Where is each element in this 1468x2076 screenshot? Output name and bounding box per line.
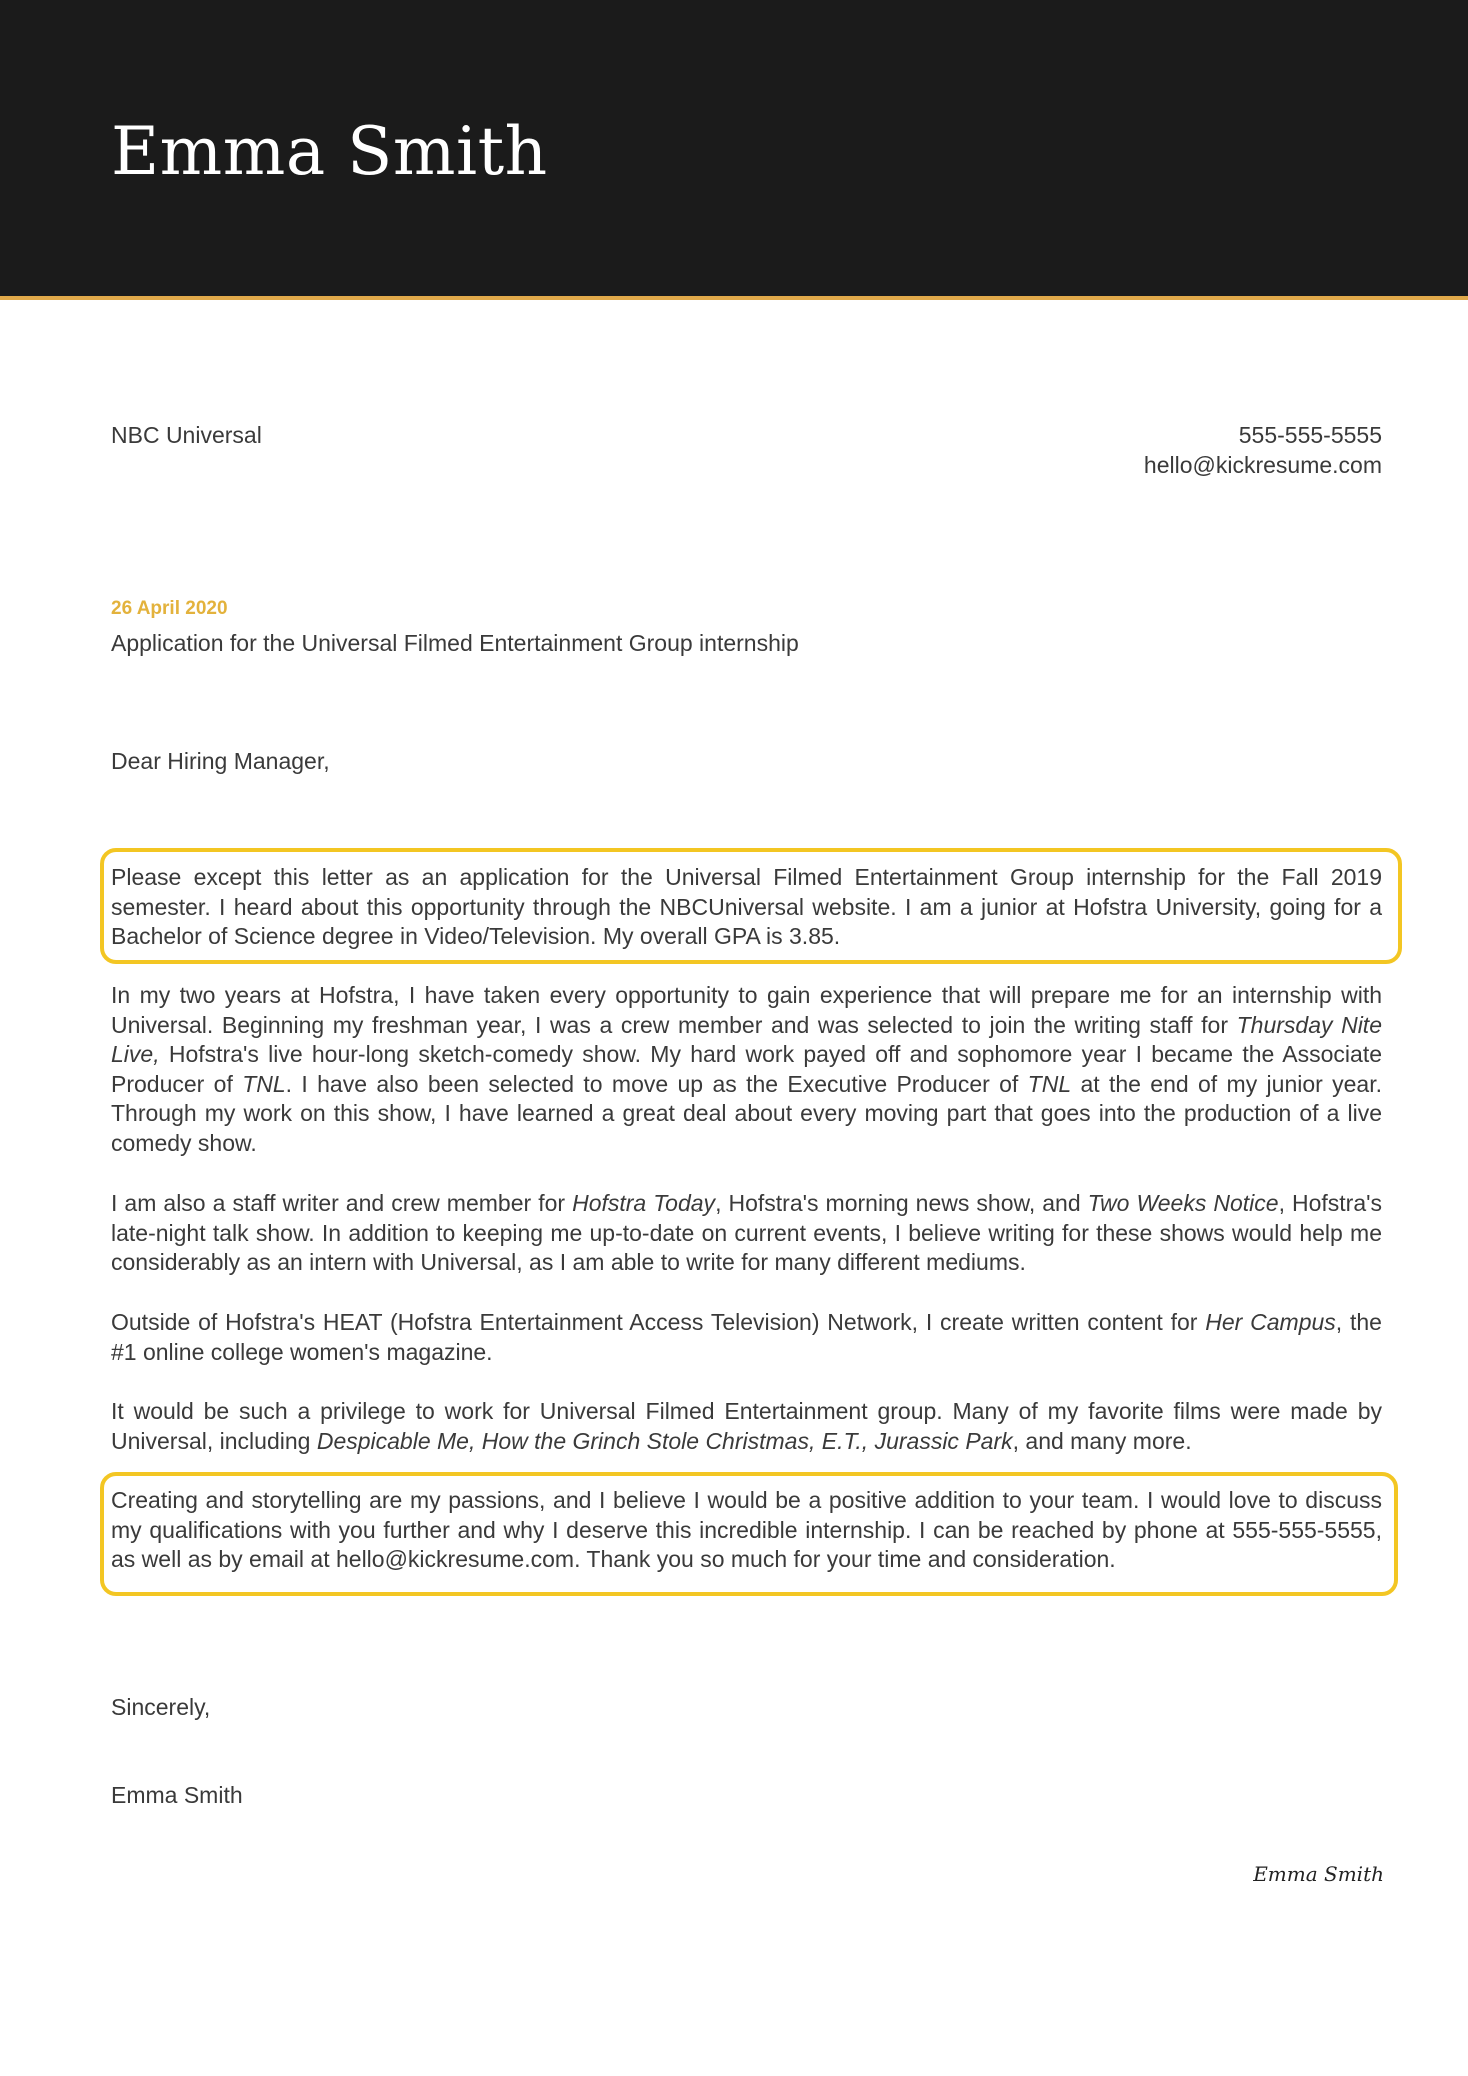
closing-salutation: Sincerely, bbox=[111, 1694, 211, 1720]
paragraph-experience: In my two years at Hofstra, I have taken every opportunity to gain experience that will prepare me for an internship with Universal. Beginning my freshman year, I was a crew member and was selected to join the writing staff for Thursday Nite Live, Hofstra's live hour-long sketch-comedy show. My hard work payed off and sophomore year I became the Associate Producer of TNL. I have also been selected to move up as the Executive Producer of TNL at the end of my junior year. Through my work on this show, I have learned a great deal about every moving part that goes into the production of a live comedy show. bbox=[111, 982, 1383, 1156]
signoff-name: Emma Smith bbox=[111, 1782, 243, 1808]
paragraph-intro: Please except this letter as an application for the Universal Filmed Entertainment Group internship for the Fall 2019 semester. I heard about this opportunity through the NBCUniversal website. I am a junior at Hofstra University, going for a Bachelor of Science degree in Video/Television. My overall GPA is 3.85. bbox=[111, 864, 1382, 950]
letter-date: 26 April 2020 bbox=[111, 598, 228, 619]
greeting: Dear Hiring Manager, bbox=[111, 748, 330, 774]
contact-block bbox=[1144, 420, 1382, 480]
paragraph-staff-writer: I am also a staff writer and crew member for Hofstra Today, Hofstra's morning news show, and Two Weeks Notice, Hofstra's late-night talk show. In addition to keeping me up-to-date on current events, I believe writing for these shows would help me considerably as an intern with Universal, as I am able to write for many different mediums. bbox=[111, 1190, 1383, 1276]
header-banner bbox=[0, 0, 1468, 300]
letter-subject: Application for the Universal Filmed Entertainment Group internship bbox=[111, 630, 799, 656]
paragraph-favorite-films: It would be such a privilege to work for Universal Filmed Entertainment group. Many of my favorite films were made by Universal, including Despicable Me, How the Grinch Stole Christmas, E.T., Jurassic Park, and many more. bbox=[111, 1398, 1382, 1454]
recipient-company: NBC Universal bbox=[111, 422, 262, 448]
paragraph-her-campus: Outside of Hofstra's HEAT (Hofstra Entertainment Access Television) Network, I create written content for Her Campus, the #1 online college women's magazine. bbox=[111, 1309, 1382, 1365]
phone-number: 555-555-5555 bbox=[1238, 422, 1382, 448]
paragraph-closing: Creating and storytelling are my passions, and I believe I would be a positive addition to your team. I would love to discuss my qualifications with you further and why I deserve this incredible internship. I can be reached by phone at 555-555-5555, as well as by email at hello@kickresume.com. Thank you so much for your time and consideration. bbox=[111, 1487, 1382, 1573]
handwritten-signature: Emma Smith bbox=[1253, 1862, 1384, 1886]
email-address: hello@kickresume.com bbox=[1143, 452, 1382, 478]
applicant-name: Emma Smith bbox=[111, 113, 548, 190]
